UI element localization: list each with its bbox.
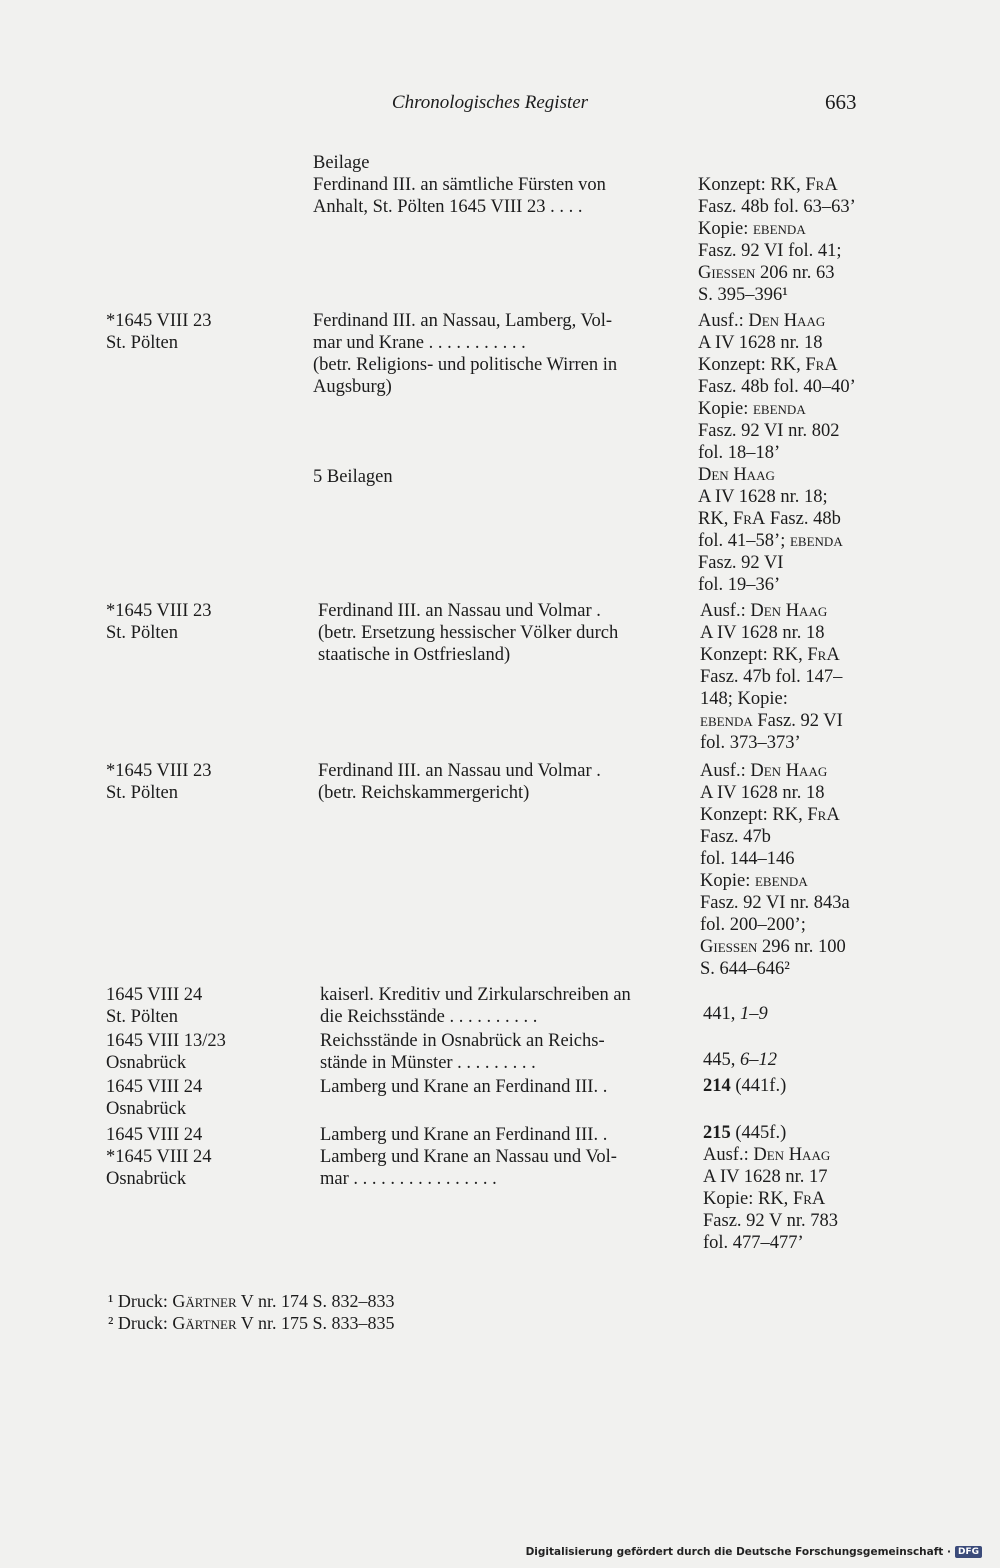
register-line: Fasz. 92 VI nr. 843a <box>700 893 850 913</box>
register-line: Konzept: RK, FrA <box>700 645 840 665</box>
register-line: Ferdinand III. an Nassau, Lamberg, Vol- <box>313 311 613 331</box>
register-line: Giessen 296 nr. 100 <box>700 937 846 957</box>
register-line: fol. 41–58’; ebenda <box>698 531 843 551</box>
digitization-credit <box>526 1546 982 1558</box>
register-line: 1645 VIII 24 <box>106 1077 203 1097</box>
register-line: Osnabrück <box>106 1169 187 1189</box>
register-line: Fasz. 92 VI nr. 802 <box>698 421 840 441</box>
register-line: Den Haag <box>698 465 775 485</box>
register-line: Fasz. 47b fol. 147– <box>700 667 843 687</box>
register-line: Osnabrück <box>106 1099 187 1119</box>
register-line: mar und Krane . . . . . . . . . . . <box>313 333 526 353</box>
register-line: S. 644–646² <box>700 959 790 979</box>
register-line: *1645 VIII 23 <box>106 601 212 621</box>
register-line: St. Pölten <box>106 1007 178 1027</box>
page-number: 663 <box>825 90 857 114</box>
register-line: Lamberg und Krane an Ferdinand III. . <box>320 1125 608 1145</box>
register-line: Kopie: ebenda <box>700 871 808 891</box>
footnote: ¹ Druck: Gärtner V nr. 174 S. 832–833 <box>108 1291 395 1311</box>
register-line: fol. 18–18’ <box>698 443 781 463</box>
register-line: Reichsstände in Osnabrück an Reichs- <box>320 1031 605 1051</box>
register-line: Fasz. 92 V nr. 783 <box>703 1211 838 1231</box>
register-line: Ferdinand III. an sämtliche Fürsten von <box>313 175 606 195</box>
register-line: A IV 1628 nr. 18 <box>700 623 825 643</box>
register-line: staatische in Ostfriesland) <box>318 645 511 665</box>
register-line: kaiserl. Kreditiv und Zirkularschreiben an <box>320 985 631 1005</box>
register-line: 1645 VIII 24 <box>106 1125 203 1145</box>
register-line: Kopie: ebenda <box>698 219 806 239</box>
register-line: Fasz. 47b <box>700 827 771 847</box>
dfg-logo-icon: DFG <box>955 1546 982 1558</box>
register-line: Konzept: RK, FrA <box>698 355 838 375</box>
register-line: fol. 144–146 <box>700 849 795 869</box>
credit-text: Digitalisierung gefördert durch die Deutsche Forschungsgemeinschaft · <box>525 1546 951 1558</box>
register-line: *1645 VIII 24 <box>106 1147 212 1167</box>
register-line: ebenda Fasz. 92 VI <box>700 711 843 731</box>
register-line: Ferdinand III. an Nassau und Volmar . <box>318 761 601 781</box>
register-line: St. Pölten <box>106 623 178 643</box>
register-line: Ausf.: Den Haag <box>698 311 826 331</box>
register-line: Beilage <box>313 153 370 173</box>
register-line: St. Pölten <box>106 783 178 803</box>
register-line: Ausf.: Den Haag <box>700 601 828 621</box>
register-line: Lamberg und Krane an Ferdinand III. . <box>320 1077 608 1097</box>
register-line: A IV 1628 nr. 18 <box>700 783 825 803</box>
register-line: Konzept: RK, FrA <box>700 805 840 825</box>
register-line: A IV 1628 nr. 18; <box>698 487 828 507</box>
register-line: A IV 1628 nr. 18 <box>698 333 823 353</box>
register-line: Osnabrück <box>106 1053 187 1073</box>
register-line: Anhalt, St. Pölten 1645 VIII 23 . . . . <box>313 197 583 217</box>
register-line: Ausf.: Den Haag <box>700 761 828 781</box>
register-line: 214 (441f.) <box>703 1076 787 1096</box>
footnote: ² Druck: Gärtner V nr. 175 S. 833–835 <box>108 1313 395 1333</box>
register-line: 215 (445f.) <box>703 1123 787 1143</box>
register-line: Ausf.: Den Haag <box>703 1145 831 1165</box>
register-line: mar . . . . . . . . . . . . . . . . <box>320 1169 497 1189</box>
register-line: Fasz. 48b fol. 40–40’ <box>698 377 856 397</box>
register-line: S. 395–396¹ <box>698 285 788 305</box>
register-line: *1645 VIII 23 <box>106 311 212 331</box>
register-line: 1645 VIII 24 <box>106 985 203 1005</box>
register-line: fol. 19–36’ <box>698 575 781 595</box>
register-line: fol. 373–373’ <box>700 733 801 753</box>
register-line: Fasz. 92 VI fol. 41; <box>698 241 842 261</box>
register-line: fol. 477–477’ <box>703 1233 804 1253</box>
register-line: fol. 200–200’; <box>700 915 806 935</box>
register-line: A IV 1628 nr. 17 <box>703 1167 828 1187</box>
register-line: (betr. Reichskammergericht) <box>318 783 530 803</box>
register-line: Fasz. 92 VI <box>698 553 784 573</box>
register-line: Augsburg) <box>313 377 392 397</box>
register-line: (betr. Ersetzung hessischer Völker durch <box>318 623 619 643</box>
register-line: Ferdinand III. an Nassau und Volmar . <box>318 601 601 621</box>
register-line: Kopie: ebenda <box>698 399 806 419</box>
register-line: Konzept: RK, FrA <box>698 175 838 195</box>
register-line: Giessen 206 nr. 63 <box>698 263 835 283</box>
register-line: 1645 VIII 13/23 <box>106 1031 226 1051</box>
register-line: 445, 6–12 <box>703 1050 777 1070</box>
register-line: stände in Münster . . . . . . . . . <box>320 1053 536 1073</box>
register-line: 441, 1–9 <box>703 1004 768 1024</box>
register-line: 5 Beilagen <box>313 467 393 487</box>
register-line: *1645 VIII 23 <box>106 761 212 781</box>
register-line: die Reichsstände . . . . . . . . . . <box>320 1007 538 1027</box>
register-line: (betr. Religions- und politische Wirren in <box>313 355 618 375</box>
register-line: 148; Kopie: <box>700 689 788 709</box>
register-line: Fasz. 48b fol. 63–63’ <box>698 197 856 217</box>
register-line: St. Pölten <box>106 333 178 353</box>
register-line: Kopie: RK, FrA <box>703 1189 826 1209</box>
register-line: RK, FrA Fasz. 48b <box>698 509 841 529</box>
running-header-title: Chronologisches Register <box>391 92 589 113</box>
register-line: Lamberg und Krane an Nassau und Vol- <box>320 1147 617 1167</box>
